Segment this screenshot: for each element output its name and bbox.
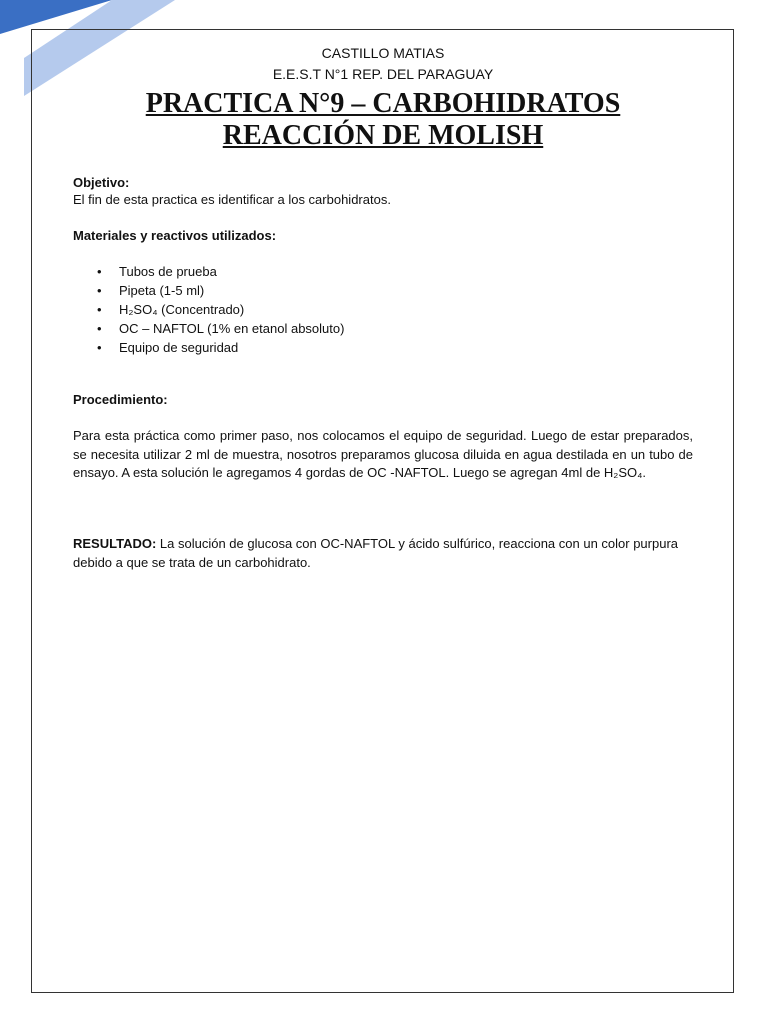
procedure-heading: Procedimiento: bbox=[73, 392, 168, 407]
list-item: • Pipeta (1-5 ml) bbox=[97, 283, 205, 298]
bullet-icon: • bbox=[97, 302, 102, 317]
list-item: • H₂SO₄ (Concentrado) bbox=[97, 302, 245, 317]
title-line-2: REACCIÓN DE MOLISH bbox=[222, 120, 544, 151]
list-item: • OC – NAFTOL (1% en etanol absoluto) bbox=[97, 321, 345, 336]
objective-heading: Objetivo: bbox=[73, 175, 130, 190]
bullet-icon: • bbox=[97, 340, 102, 355]
author-name: CASTILLO MATIAS bbox=[321, 45, 445, 61]
result-paragraph bbox=[73, 535, 693, 572]
result-text: La solución de glucosa con OC-NAFTOL y ácido sulfúrico, reacciona con un color purpura debido a que se trata de un carbohidrato. bbox=[73, 536, 679, 570]
list-item: • Tubos de prueba bbox=[97, 264, 217, 279]
bullet-icon: • bbox=[97, 321, 102, 336]
bullet-icon: • bbox=[97, 264, 102, 279]
result-label: RESULTADO: bbox=[73, 536, 157, 551]
list-item: • Equipo de seguridad bbox=[97, 340, 239, 355]
procedure-text: Para esta práctica como primer paso, nos colocamos el equipo de seguridad. Luego de estar preparados, se necesita utilizar 2 ml de muestra, nosotros preparamos glucosa diluida en agua destilada en un tubo de ensayo. A esta solución le agregamos 4 gordas de OC -NAFTOL. Luego se agregan 4ml de H₂SO₄. bbox=[73, 428, 693, 480]
objective-text: El fin de esta practica es identificar a los carbohidratos. bbox=[73, 192, 391, 207]
page-border bbox=[31, 29, 734, 993]
school-name: E.E.S.T N°1 REP. DEL PARAGUAY bbox=[272, 66, 494, 82]
bullet-icon: • bbox=[97, 283, 102, 298]
title-line-1: PRACTICA N°9 – CARBOHIDRATOS bbox=[145, 88, 621, 119]
materials-heading: Materiales y reactivos utilizados: bbox=[73, 228, 277, 243]
materials-list bbox=[97, 262, 344, 357]
